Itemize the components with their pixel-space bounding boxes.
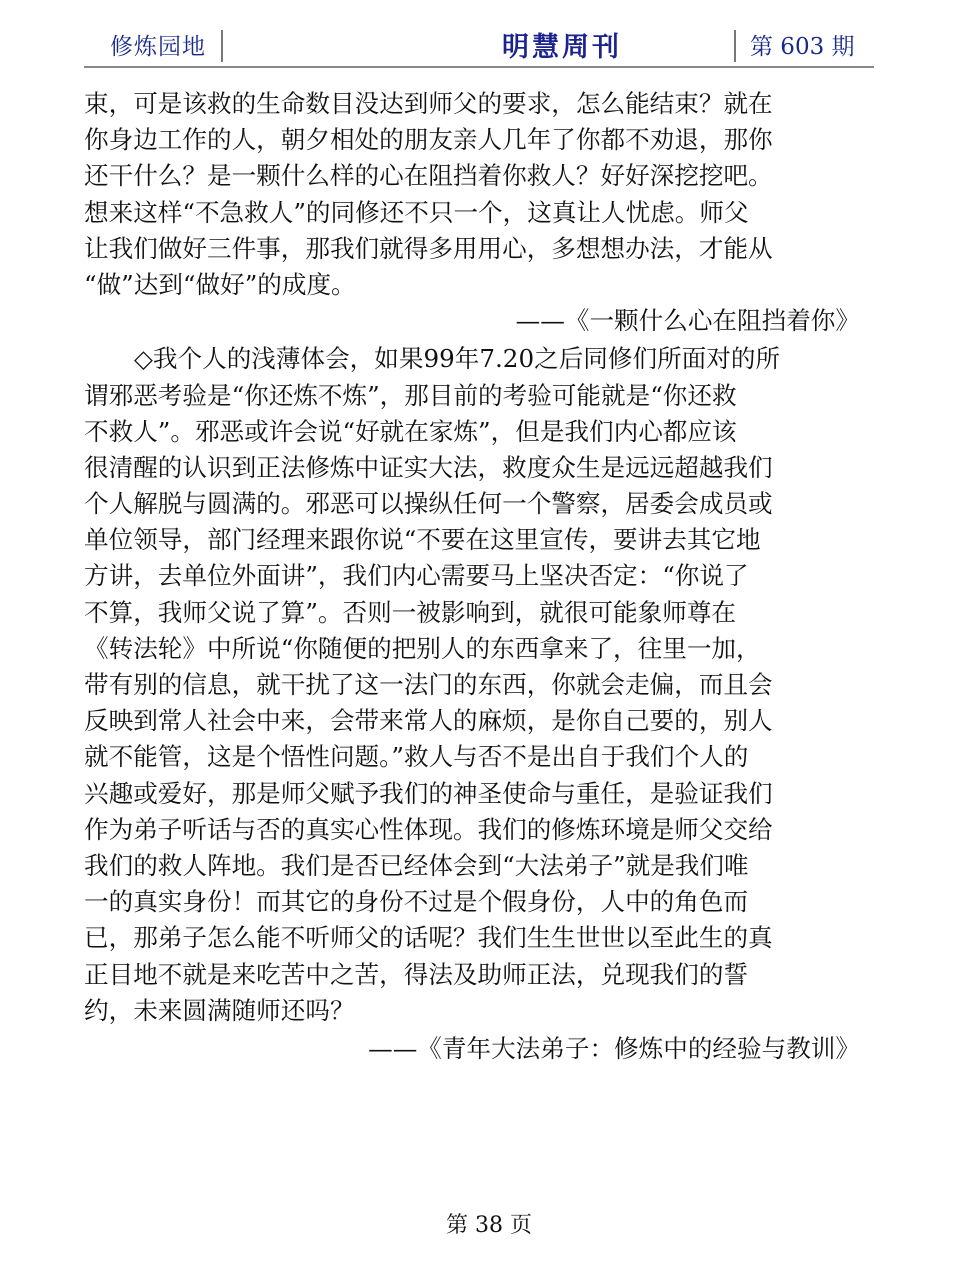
header-rule — [84, 66, 874, 68]
text-line: 束，可是该救的生命数目没达到师父的要求，怎么能结束？就在 — [84, 89, 773, 118]
text-line: 谓邪恶考验是“你还炼不炼”，那目前的考验可能就是“你还救 — [84, 380, 737, 410]
text-line: 就不能管，这是个悟性问题。”救人与否不是出自于我们个人的 — [84, 742, 749, 772]
text-line: 不救人”。邪恶或许会说“好就在家炼”，但是我们内心都应该 — [84, 416, 737, 446]
text-line: 一的真实身份！而其它的身份不过是个假身份，人中的角色而 — [84, 887, 749, 917]
text-line: 《转法轮》中所说“你随便的把别人的东西拿来了，往里一加， — [84, 633, 761, 663]
text-line: 带有别的信息，就干扰了这一法门的东西，你就会走偏，而且会 — [84, 670, 773, 699]
issue-number: 第 603 期 — [750, 33, 855, 60]
article-body — [84, 86, 860, 1067]
text-line: 我们的救人阵地。我们是否已经体会到“大法弟子”就是我们唯 — [84, 850, 749, 880]
page-number: 第 38 页 — [446, 1213, 532, 1238]
text-line: 个人解脱与圆满的。邪恶可以操纵任何一个警察，居委会成员或 — [84, 489, 773, 519]
header-divider-left — [221, 30, 223, 62]
text-line: 让我们做好三件事，那我们就得多用用心，多想想办法，才能从 — [84, 233, 773, 263]
text-line: 反映到常人社会中来，会带来常人的麻烦，是你自己要的，别人 — [84, 706, 773, 736]
section-label: 修炼园地 — [110, 33, 206, 60]
text-line: “做”达到“做好”的成度。 — [84, 269, 356, 299]
text-line: 很清醒的认识到正法修炼中证实大法，救度众生是远远超越我们 — [84, 452, 773, 482]
text-line: 还干什么？是一颗什么样的心在阻挡着你救人？好好深挖挖吧。 — [84, 161, 773, 191]
excerpt-source-2: ——《青年大法弟子：修炼中的经验与教训》 — [368, 1033, 860, 1063]
text-line: 作为弟子听话与否的真实心性体现。我们的修炼环境是师父交给 — [84, 814, 773, 844]
text-line: 已，那弟子怎么能不听师父的话呢？我们生生世世以至此生的真 — [84, 923, 773, 953]
text-line: 约，未来圆满随师还吗？ — [84, 995, 355, 1025]
text-line: 不算，我师父说了算”。否则一被影响到，就很可能象师尊在 — [84, 597, 737, 627]
text-line: 兴趣或爱好，那是师父赋予我们的神圣使命与重任，是验证我们 — [84, 778, 773, 808]
excerpt-block-1 — [84, 86, 860, 339]
excerpt-block-2 — [84, 341, 860, 1067]
text-line: 正目地不就是来吃苦中之苦，得法及助师正法，兑现我们的誓 — [84, 959, 749, 989]
text-line: 想来这样“不急救人”的同修还不只一个，这真让人忧虑。师父 — [84, 197, 749, 227]
page-header — [84, 22, 874, 68]
text-line: 方讲，去单位外面讲”，我们内心需要马上坚决否定：“你说了 — [84, 561, 749, 591]
text-line: 单位领导，部门经理来跟你说“不要在这里宣传，要讲去其它地 — [84, 525, 761, 555]
excerpt-source-1: ——《一颗什么心在阻挡着你》 — [515, 306, 860, 336]
text-line: 你身边工作的人，朝夕相处的朋友亲人几年了你都不劝退，那你 — [84, 125, 773, 155]
text-line: ◇我个人的浅薄体会，如果99年7.20之后同修们所面对的所 — [134, 344, 781, 374]
publication-title: 明慧周刊 — [502, 31, 622, 63]
